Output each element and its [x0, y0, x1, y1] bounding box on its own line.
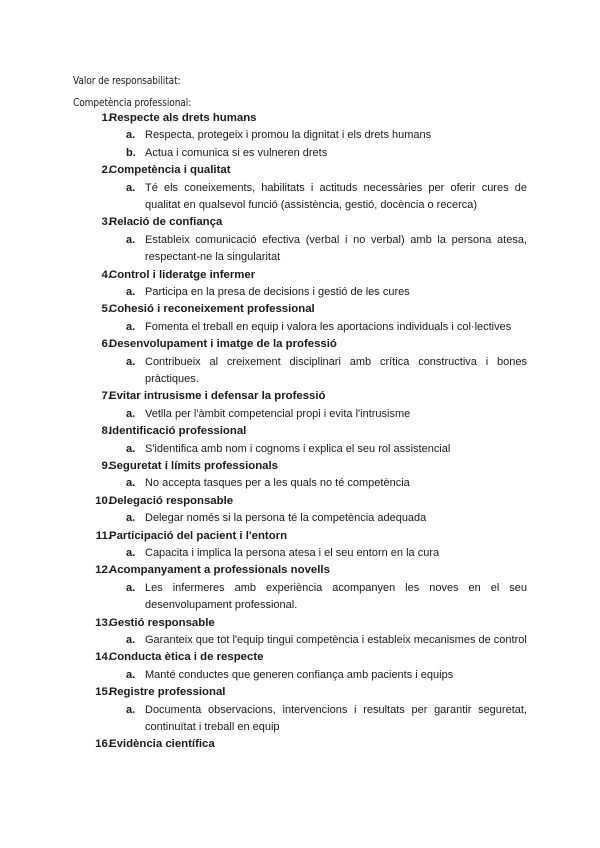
sub-item-letter: a. — [126, 286, 136, 298]
sub-item-text: Vetlla per l'àmbit competencial propi i evita l'intrusisme — [145, 407, 411, 420]
sub-item-letter: a. — [126, 129, 136, 142]
list-item-title — [0, 736, 600, 753]
list-item-number: 9. — [101, 460, 111, 472]
list-item — [0, 336, 600, 388]
sub-item-text: No accepta tasques per a les quals no té competència — [145, 477, 410, 490]
list-item-number: 4. — [101, 268, 111, 281]
sub-item-letter: a. — [126, 477, 136, 490]
list-item-number: 14. — [95, 651, 111, 664]
list-item-title-text: Desenvolupament i imatge de la professió — [109, 338, 337, 351]
list-item — [0, 110, 600, 162]
list-item-number: 1. — [101, 112, 111, 124]
list-item-title — [0, 388, 600, 405]
list-item — [0, 493, 600, 528]
numbered-list — [0, 110, 600, 754]
list-item-number: 7. — [101, 390, 111, 403]
sub-item-letter: a. — [126, 181, 136, 194]
list-item-number: 8. — [101, 425, 111, 438]
list-item — [0, 214, 600, 266]
list-item-title — [0, 458, 600, 475]
sub-item-text: Garanteix que tot l'equip tingui competència i estableix mecanismes de control — [145, 633, 527, 646]
list-item-title-text: Identificació professional — [109, 425, 247, 438]
sub-item-text: Les infermeres amb experiència acompanyen les noves en el seu desenvolupament professional. — [145, 581, 527, 612]
list-item-title-text: Evitar intrusisme i defensar la professió — [109, 390, 326, 403]
list-item-title — [0, 162, 600, 179]
sub-item-letter: a. — [126, 442, 136, 455]
list-item-title — [0, 423, 600, 440]
list-item-title-text: Registre professional — [109, 686, 226, 699]
list-item-number: 3. — [101, 216, 111, 229]
sub-item-letter: a. — [126, 512, 136, 525]
heading-value: Valor de responsabilitat: — [73, 74, 181, 87]
list-item-title-text: Cohesió i reconeixement professional — [109, 303, 315, 316]
sub-item — [0, 319, 600, 336]
sub-item-letter: a. — [126, 668, 136, 681]
list-item-number: 16. — [95, 738, 111, 751]
list-item-title — [0, 110, 600, 127]
sub-item — [0, 632, 600, 649]
sub-item-letter: a. — [126, 581, 136, 594]
list-item-title-text: Respecte als drets humans — [109, 112, 257, 124]
list-item — [0, 649, 600, 684]
list-item-title-text: Relació de confiança — [109, 216, 223, 229]
sub-item-text: Fomenta el treball en equip i valora les aportacions individuals i col·lectives — [145, 320, 512, 333]
sub-item-text: Documenta observacions, intervencions i resultats per garantir seguretat, continuïtat i treball en equip — [145, 703, 527, 733]
sub-item-letter: a. — [126, 546, 136, 559]
list-item-title-text: Acompanyament a professionals novells — [109, 564, 330, 577]
sub-item — [0, 232, 600, 267]
sub-item-letter: a. — [126, 320, 136, 333]
sub-item — [0, 406, 600, 423]
list-item — [0, 162, 600, 214]
sub-item-text: Contribueix al creixement disciplinari amb crítica constructiva i bones pràctiques. — [145, 355, 527, 385]
list-item-title-text: Conducta ètica i de respecte — [109, 651, 264, 664]
list-item — [0, 267, 600, 302]
sub-item — [0, 510, 600, 527]
list-item — [0, 562, 600, 614]
list-item-title — [0, 615, 600, 632]
sub-item — [0, 475, 600, 492]
list-item-number: 6. — [101, 338, 111, 351]
list-item-title-text: Delegació responsable — [109, 494, 234, 507]
list-item-number: 13. — [95, 616, 111, 629]
list-item-title — [0, 493, 600, 510]
list-item-title — [0, 684, 600, 701]
heading-competence: Competència professional: — [73, 96, 192, 109]
sub-item-text: Actua i comunica si es vulneren drets — [145, 146, 328, 159]
list-item-number: 11. — [95, 529, 111, 542]
list-item-title — [0, 267, 600, 284]
list-item-number: 2. — [101, 164, 111, 177]
list-item-title — [0, 528, 600, 545]
sub-item-letter: a. — [126, 407, 136, 420]
list-item-number: 12. — [95, 564, 111, 577]
sub-item-text: Té els coneixements, habilitats i actituds necessàries per oferir cures de qualitat en qualsevol funció (assistència, gestió, docència o recerca) — [145, 181, 527, 211]
list-item-title-text: Evidència científica — [109, 738, 215, 751]
list-item-title — [0, 649, 600, 666]
list-item-number: 5. — [101, 303, 111, 316]
sub-item-letter: a. — [126, 703, 136, 716]
list-item — [0, 615, 600, 650]
list-item-title-text: Participació del pacient i l'entorn — [109, 529, 288, 542]
sub-item — [0, 441, 600, 458]
list-item-number: 15. — [95, 686, 111, 699]
sub-item-text: Respecta, protegeix i promou la dignitat i els drets humans — [145, 129, 432, 142]
list-item — [0, 458, 600, 493]
sub-item-text: Delegar només si la persona té la competència adequada — [145, 512, 427, 525]
list-item-number: 10. — [95, 494, 111, 507]
sub-item — [0, 545, 600, 562]
sub-item — [0, 667, 600, 684]
sub-item-letter: b. — [126, 146, 136, 159]
list-item-title — [0, 301, 600, 318]
sub-item-letter: a. — [126, 633, 136, 646]
list-item-title-text: Control i lideratge infermer — [109, 268, 256, 281]
list-item — [0, 301, 600, 336]
sub-item — [0, 354, 600, 389]
sub-item — [0, 284, 600, 301]
list-item-title-text: Seguretat i límits professionals — [109, 460, 279, 472]
list-item — [0, 684, 600, 736]
sub-item-text: Capacita i implica la persona atesa i el seu entorn en la cura — [145, 546, 440, 559]
sub-item — [0, 145, 600, 162]
list-item — [0, 736, 600, 753]
sub-item — [0, 702, 600, 737]
list-item-title — [0, 214, 600, 231]
sub-item-text: Participa en la presa de decisions i gestió de les cures — [145, 286, 410, 298]
list-item-title — [0, 336, 600, 353]
list-item-title — [0, 562, 600, 579]
sub-item-text: S'identifica amb nom i cognoms i explica el seu rol assistencial — [145, 442, 451, 455]
list-item — [0, 528, 600, 563]
sub-item — [0, 127, 600, 144]
sub-item-letter: a. — [126, 233, 136, 246]
sub-item — [0, 580, 600, 615]
sub-item-text: Estableix comunicació efectiva (verbal i no verbal) amb la persona atesa, respectant-ne la singularitat — [145, 233, 527, 264]
list-item — [0, 388, 600, 423]
sub-item — [0, 180, 600, 215]
list-item — [0, 423, 600, 458]
list-item-title-text: Gestió responsable — [109, 616, 215, 629]
list-item-title-text: Competència i qualitat — [109, 164, 231, 177]
sub-item-text: Manté conductes que generen confiança amb pacients i equips — [145, 668, 454, 681]
sub-item-letter: a. — [126, 355, 136, 368]
